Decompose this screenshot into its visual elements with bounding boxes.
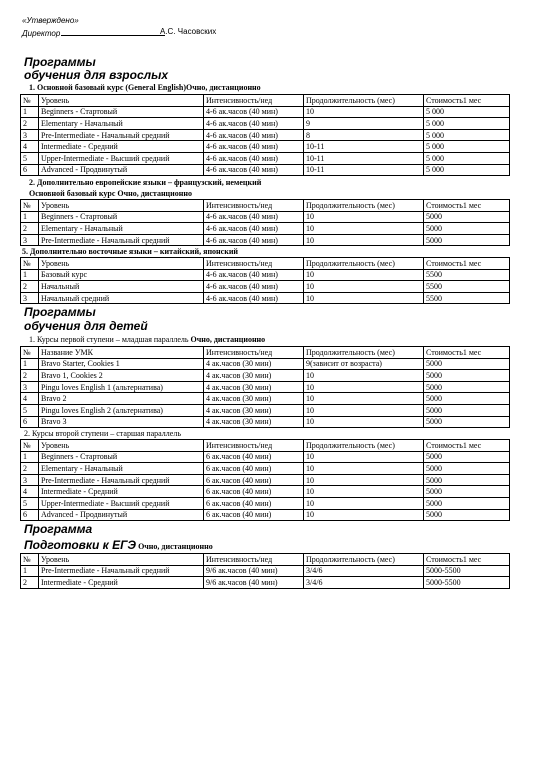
table-cell: 4-6 ак.часов (40 мин) — [204, 211, 304, 223]
table-cell: 10-11 — [304, 164, 424, 176]
adults-s2-caption-1-text: 2. Дополнительно европейские языки – французский, немецкий — [29, 178, 262, 187]
table-cell: 10 — [304, 234, 424, 246]
column-header: № — [21, 440, 39, 452]
table-header-row — [21, 95, 510, 107]
table-cell: Базовый курс — [39, 269, 204, 281]
table-cell: Bravo 3 — [39, 416, 204, 428]
column-header: № — [21, 258, 39, 270]
table-row — [21, 269, 510, 281]
adults-s3-caption-text: 5. Дополнительно восточные языки – китайский, японский — [22, 247, 239, 256]
table-cell: 2 — [21, 118, 39, 130]
table-cell: 4 ак.часов (30 мин) — [204, 358, 304, 370]
table-cell: 10 — [304, 281, 424, 293]
column-header: № — [21, 95, 39, 107]
table-cell: Pre-Intermediate - Начальный средний — [39, 565, 204, 577]
column-header: Интенсивность/нед — [204, 440, 304, 452]
table-cell: 8 — [304, 129, 424, 141]
table-row — [21, 234, 510, 246]
table-cell: 1 — [21, 211, 39, 223]
table-cell: 5500 — [424, 281, 510, 293]
table-cell: 3 — [21, 234, 39, 246]
column-header: Интенсивность/нед — [204, 347, 304, 359]
adults-s1-caption — [29, 83, 261, 93]
column-header: № — [21, 200, 39, 212]
table-cell: 10 — [304, 509, 424, 521]
table-cell: 5 000 — [424, 106, 510, 118]
table-row — [21, 393, 510, 405]
column-header: Стоимость1 мес — [424, 440, 510, 452]
table-row — [21, 281, 510, 293]
table-cell: Pingu loves English 1 (альтернатива) — [39, 381, 204, 393]
director-line — [22, 27, 217, 39]
table-cell: 6 — [21, 509, 39, 521]
table-row — [21, 577, 510, 589]
table-cell: 5 — [21, 497, 39, 509]
table-cell: 10 — [304, 223, 424, 235]
table-cell: 10-11 — [304, 141, 424, 153]
table-cell: 4-6 ак.часов (40 мин) — [204, 223, 304, 235]
table-cell: 2 — [21, 577, 39, 589]
column-header: Интенсивность/нед — [204, 258, 304, 270]
kids-senior-table — [20, 439, 510, 521]
table-cell: 10 — [304, 486, 424, 498]
ege-title-2-text: Подготовки к ЕГЭ — [24, 538, 137, 552]
table-cell: 5000 — [424, 474, 510, 486]
table-cell: 3 — [21, 381, 39, 393]
table-cell: 2 — [21, 223, 39, 235]
column-header: Интенсивность/нед — [204, 200, 304, 212]
table-cell: 10 — [304, 211, 424, 223]
table-cell: Начальный средний — [39, 292, 204, 304]
table-cell: 4-6 ак.часов (40 мин) — [204, 164, 304, 176]
column-header: Стоимость1 мес — [424, 554, 510, 566]
ege-title-suffix: Очно, дистанционно — [136, 542, 213, 551]
table-cell: 6 ак.часов (40 мин) — [204, 474, 304, 486]
adults-s3-caption — [22, 247, 238, 257]
table-cell: 4-6 ак.часов (40 мин) — [204, 141, 304, 153]
kids-title-1: Программы — [24, 305, 96, 319]
table-header-row — [21, 200, 510, 212]
kids-s1-caption — [29, 335, 265, 345]
column-header: Уровень — [39, 95, 204, 107]
table-cell: 10 — [304, 404, 424, 416]
table-cell: 5000-5500 — [424, 565, 510, 577]
table-cell: 5000 — [424, 404, 510, 416]
table-cell: 2 — [21, 281, 39, 293]
table-cell: 5000 — [424, 509, 510, 521]
table-cell: 5 000 — [424, 129, 510, 141]
table-row — [21, 565, 510, 577]
adults-base-table — [20, 94, 510, 176]
table-cell: 10 — [304, 370, 424, 382]
table-row — [21, 106, 510, 118]
table-row — [21, 370, 510, 382]
table-cell: Начальный — [39, 281, 204, 293]
table-cell: 5000 — [424, 381, 510, 393]
table-cell: 1 — [21, 451, 39, 463]
table-cell: 4-6 ак.часов (40 мин) — [204, 106, 304, 118]
column-header: Стоимость1 мес — [424, 258, 510, 270]
column-header: Стоимость1 мес — [424, 347, 510, 359]
table-cell: 6 ак.часов (40 мин) — [204, 509, 304, 521]
table-cell: 4 ак.часов (30 мин) — [204, 416, 304, 428]
table-cell: 5 — [21, 152, 39, 164]
table-cell: 5 000 — [424, 118, 510, 130]
table-row — [21, 474, 510, 486]
table-cell: 1 — [21, 106, 39, 118]
column-header: Продолжительность (мес) — [304, 554, 424, 566]
table-cell: 10 — [304, 269, 424, 281]
table-cell: 9 — [304, 118, 424, 130]
table-cell: 5 000 — [424, 152, 510, 164]
table-cell: 5000 — [424, 463, 510, 475]
column-header: Продолжительность (мес) — [304, 95, 424, 107]
table-cell: 10 — [304, 292, 424, 304]
table-cell: 3/4/6 — [304, 577, 424, 589]
table-cell: 10 — [304, 463, 424, 475]
table-cell: 9/6 ак.часов (40 мин) — [204, 577, 304, 589]
kids-junior-table — [20, 346, 510, 428]
table-cell: 6 — [21, 164, 39, 176]
table-cell: 10 — [304, 393, 424, 405]
table-cell: 3 — [21, 292, 39, 304]
column-header: Интенсивность/нед — [204, 95, 304, 107]
ege-title-2 — [24, 539, 213, 553]
table-cell: 3 — [21, 474, 39, 486]
table-cell: Upper-Intermediate - Высший средний — [39, 152, 204, 164]
table-cell: 6 ак.часов (40 мин) — [204, 497, 304, 509]
table-cell: 6 ак.часов (40 мин) — [204, 451, 304, 463]
ege-table — [20, 553, 510, 589]
adults-s2-caption-2 — [29, 189, 192, 199]
table-row — [21, 152, 510, 164]
table-cell: 6 — [21, 416, 39, 428]
table-row — [21, 381, 510, 393]
table-row — [21, 463, 510, 475]
table-row — [21, 358, 510, 370]
kids-s1-caption-prefix: 1. Курсы первой ступени – младшая параллель — [29, 335, 191, 344]
table-row — [21, 129, 510, 141]
kids-title-2: обучения для детей — [24, 319, 148, 333]
table-header-row — [21, 347, 510, 359]
column-header: Интенсивность/нед — [204, 554, 304, 566]
adults-s2-caption-1 — [29, 178, 261, 188]
table-cell: 3 — [21, 129, 39, 141]
table-cell: Upper-Intermediate - Высший средний — [39, 497, 204, 509]
table-cell: 5000 — [424, 234, 510, 246]
table-cell: 5500 — [424, 269, 510, 281]
column-header: Название УМК — [39, 347, 204, 359]
table-header-row — [21, 440, 510, 452]
table-cell: 5000 — [424, 416, 510, 428]
column-header: Уровень — [39, 440, 204, 452]
table-row — [21, 118, 510, 130]
table-cell: 1 — [21, 565, 39, 577]
table-cell: 4 — [21, 486, 39, 498]
table-cell: 10 — [304, 416, 424, 428]
table-cell: 10 — [304, 497, 424, 509]
table-cell: Beginners - Стартовый — [39, 451, 204, 463]
table-cell: Elementary - Начальный — [39, 118, 204, 130]
table-row — [21, 497, 510, 509]
table-cell: Beginners - Стартовый — [39, 106, 204, 118]
column-header: Стоимость1 мес — [424, 95, 510, 107]
table-cell: 6 ак.часов (40 мин) — [204, 486, 304, 498]
column-header: Продолжительность (мес) — [304, 347, 424, 359]
table-row — [21, 141, 510, 153]
table-row — [21, 164, 510, 176]
table-cell: 4-6 ак.часов (40 мин) — [204, 281, 304, 293]
adults-title-2: обучения для взрослых — [24, 68, 168, 82]
table-cell: 10 — [304, 474, 424, 486]
adults-eastern-table — [20, 257, 510, 304]
table-cell: 9/6 ак.часов (40 мин) — [204, 565, 304, 577]
table-cell: 5000 — [424, 370, 510, 382]
table-row — [21, 211, 510, 223]
table-row — [21, 451, 510, 463]
table-cell: 4-6 ак.часов (40 мин) — [204, 129, 304, 141]
kids-s2-caption: 2. Курсы второй ступени – старшая параллель — [24, 429, 181, 438]
table-cell: 4 ак.часов (30 мин) — [204, 381, 304, 393]
table-cell: Intermediate - Средний — [39, 577, 204, 589]
table-cell: 9(зависит от возраста) — [304, 358, 424, 370]
adults-title-1: Программы — [24, 55, 96, 69]
table-cell: Intermediate - Средний — [39, 486, 204, 498]
table-cell: Pre-Intermediate - Начальный средний — [39, 474, 204, 486]
table-cell: 4-6 ак.часов (40 мин) — [204, 269, 304, 281]
table-cell: 4 — [21, 141, 39, 153]
table-cell: 4-6 ак.часов (40 мин) — [204, 234, 304, 246]
table-cell: Advanced - Продвинутый — [39, 164, 204, 176]
table-cell: 4 ак.часов (30 мин) — [204, 404, 304, 416]
approved-stamp: «Утверждено» — [22, 16, 79, 25]
table-cell: Elementary - Начальный — [39, 223, 204, 235]
table-cell: Bravo 1, Cookies 2 — [39, 370, 204, 382]
table-cell: 10-11 — [304, 152, 424, 164]
adults-s1-caption-text: 1. Основной базовый курс (General English)Очно, дистанционно — [29, 83, 261, 92]
table-cell: 5500 — [424, 292, 510, 304]
table-cell: 5000 — [424, 497, 510, 509]
table-cell: 10 — [304, 451, 424, 463]
table-cell: Advanced - Продвинутый — [39, 509, 204, 521]
table-cell: 6 ак.часов (40 мин) — [204, 463, 304, 475]
ege-title-1: Программа — [24, 522, 93, 536]
table-cell: 4-6 ак.часов (40 мин) — [204, 292, 304, 304]
column-header: Продолжительность (мес) — [304, 440, 424, 452]
table-row — [21, 223, 510, 235]
table-cell: 1 — [21, 269, 39, 281]
table-cell: 4-6 ак.часов (40 мин) — [204, 152, 304, 164]
table-cell: 5000 — [424, 486, 510, 498]
table-cell: Pre-Intermediate - Начальный средний — [39, 129, 204, 141]
table-cell: 4 — [21, 393, 39, 405]
table-cell: 5 000 — [424, 141, 510, 153]
table-cell: 5 000 — [424, 164, 510, 176]
table-row — [21, 416, 510, 428]
adults-s2-caption-2-text: Основной базовый курс Очно, дистанционно — [29, 189, 192, 198]
table-cell: 5000 — [424, 451, 510, 463]
table-cell: 2 — [21, 370, 39, 382]
table-cell: Beginners - Стартовый — [39, 211, 204, 223]
table-cell: 5000 — [424, 393, 510, 405]
table-cell: Pingu loves English 2 (альтернатива) — [39, 404, 204, 416]
table-header-row — [21, 258, 510, 270]
table-cell: Bravo Starter, Cookies 1 — [39, 358, 204, 370]
table-cell: 5000 — [424, 223, 510, 235]
table-cell: 4 ак.часов (30 мин) — [204, 370, 304, 382]
table-cell: Intermediate - Средний — [39, 141, 204, 153]
table-cell: 3/4/6 — [304, 565, 424, 577]
column-header: Продолжительность (мес) — [304, 258, 424, 270]
table-header-row — [21, 554, 510, 566]
column-header: Продолжительность (мес) — [304, 200, 424, 212]
table-cell: 10 — [304, 381, 424, 393]
column-header: Уровень — [39, 554, 204, 566]
table-cell: Bravo 2 — [39, 393, 204, 405]
column-header: Уровень — [39, 200, 204, 212]
table-cell: 4-6 ак.часов (40 мин) — [204, 118, 304, 130]
adults-european-table — [20, 199, 510, 246]
table-cell: 5000 — [424, 358, 510, 370]
table-row — [21, 509, 510, 521]
table-cell: 4 ак.часов (30 мин) — [204, 393, 304, 405]
table-cell: Pre-Intermediate - Начальный средний — [39, 234, 204, 246]
table-cell: 5000-5500 — [424, 577, 510, 589]
column-header: № — [21, 347, 39, 359]
table-cell: Elementary - Начальный — [39, 463, 204, 475]
column-header: Стоимость1 мес — [424, 200, 510, 212]
director-label: Директор — [22, 29, 61, 38]
kids-s1-caption-bold: Очно, дистанционно — [190, 335, 266, 344]
table-cell: 2 — [21, 463, 39, 475]
column-header: № — [21, 554, 39, 566]
signature-line — [61, 27, 165, 36]
table-cell: 5 — [21, 404, 39, 416]
table-row — [21, 292, 510, 304]
column-header: Уровень — [39, 258, 204, 270]
table-cell: 5000 — [424, 211, 510, 223]
table-row — [21, 404, 510, 416]
table-cell: 1 — [21, 358, 39, 370]
director-name: А.С. Часовских — [160, 27, 217, 36]
table-row — [21, 486, 510, 498]
table-cell: 10 — [304, 106, 424, 118]
